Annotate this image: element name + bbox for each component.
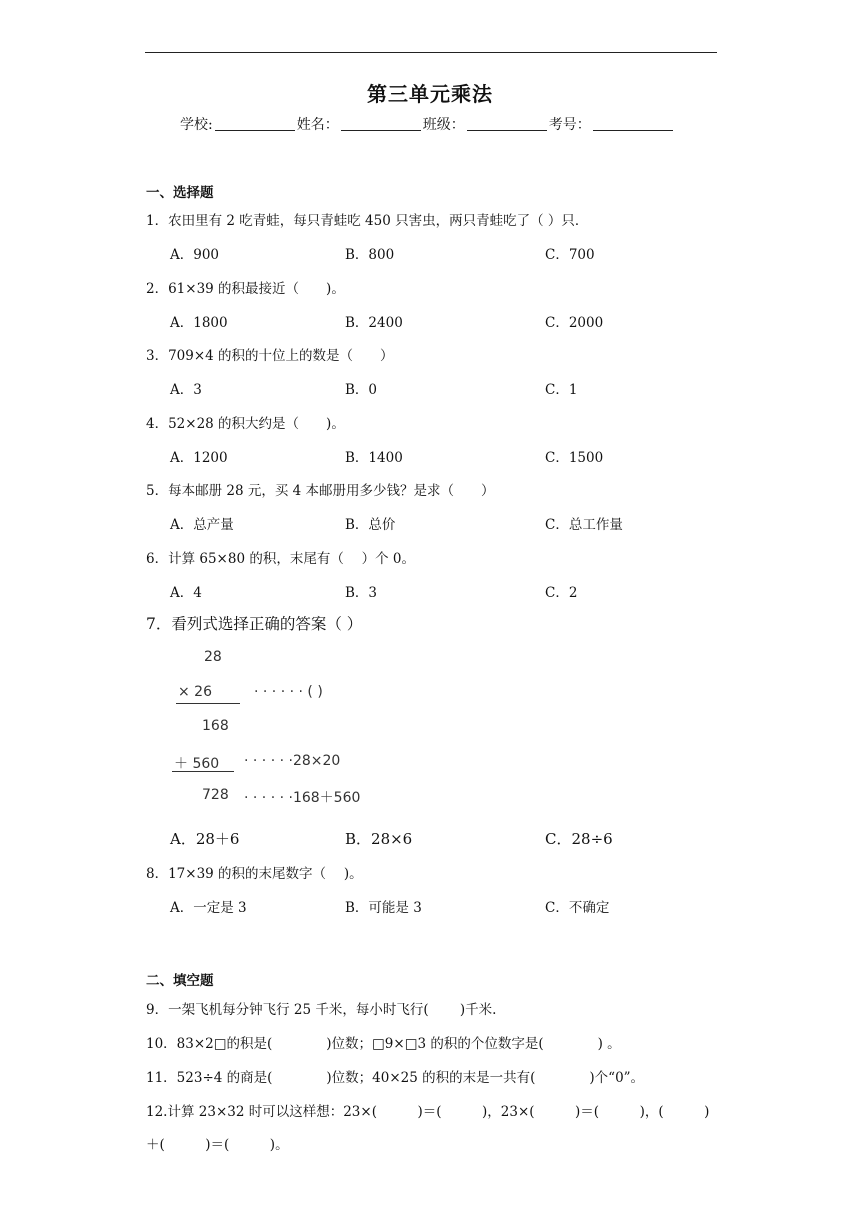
question-11: 11．523÷4 的商是( )位数；40×25 的积的末是一共有( )个“0”。 xyxy=(146,1070,645,1086)
figure-product: 728 xyxy=(202,787,229,803)
option-b[interactable]: B．2400 xyxy=(345,315,403,331)
question-5-options xyxy=(170,513,730,533)
section-title-choice: 一、选择题 xyxy=(146,185,214,201)
option-a[interactable]: A．一定是 3 xyxy=(170,900,247,916)
option-a[interactable]: A．28＋6 xyxy=(170,830,240,848)
option-c[interactable]: C．1500 xyxy=(545,450,604,466)
option-a[interactable]: A．1800 xyxy=(170,315,228,331)
question-6-options xyxy=(170,581,730,601)
section-title-fill: 二、填空题 xyxy=(146,973,214,989)
option-a[interactable]: A．900 xyxy=(170,247,220,263)
option-b[interactable]: B．3 xyxy=(345,585,378,601)
option-c[interactable]: C．不确定 xyxy=(545,900,610,916)
question-12-continued: ＋( )＝( )。 xyxy=(146,1137,289,1153)
figure-multiplier: × 26 xyxy=(178,684,212,700)
multiplication-figure xyxy=(172,645,432,813)
figure-partial-1: 168 xyxy=(202,718,229,734)
question-2: 2．61×39 的积最接近（ )。 xyxy=(146,281,345,297)
class-label: 班级： xyxy=(422,117,465,133)
option-c[interactable]: C．700 xyxy=(545,247,595,263)
school-blank[interactable] xyxy=(215,116,295,131)
question-1-options xyxy=(170,243,730,263)
option-c[interactable]: C．2 xyxy=(545,585,578,601)
question-4-options xyxy=(170,446,730,466)
question-8-options xyxy=(170,896,730,916)
school-label: 学校: xyxy=(180,117,213,133)
question-3: 3．709×4 的积的十位上的数是（ ） xyxy=(146,348,394,364)
figure-underline-1 xyxy=(176,703,240,704)
name-blank[interactable] xyxy=(341,116,421,131)
question-2-options xyxy=(170,311,730,331)
exam-no-blank[interactable] xyxy=(593,116,673,131)
option-b[interactable]: B．可能是 3 xyxy=(345,900,422,916)
student-info-line xyxy=(180,114,675,134)
question-7-options xyxy=(170,828,730,848)
option-c[interactable]: C．28÷6 xyxy=(545,830,613,848)
question-1: 1．农田里有 2 吃青蛙，每只青蛙吃 450 只害虫，两只青蛙吃了（ ）只． xyxy=(146,213,589,229)
question-3-options xyxy=(170,378,730,398)
question-8: 8．17×39 的积的末尾数字（ )。 xyxy=(146,866,363,882)
question-6: 6．计算 65×80 的积，末尾有（ ）个 0。 xyxy=(146,551,416,567)
option-a[interactable]: A．1200 xyxy=(170,450,228,466)
figure-note-3: · · · · · ·168＋560 xyxy=(244,790,361,806)
option-c[interactable]: C．总工作量 xyxy=(545,517,623,533)
option-a[interactable]: A．4 xyxy=(170,585,202,601)
figure-note-1: · · · · · · ( ) xyxy=(254,684,323,700)
option-b[interactable]: B．28×6 xyxy=(345,830,413,848)
option-a[interactable]: A．3 xyxy=(170,382,202,398)
question-9: 9．一架飞机每分钟飞行 25 千米，每小时飞行( )千米. xyxy=(146,1002,497,1018)
top-rule xyxy=(145,52,717,53)
exam-no-label: 考号： xyxy=(548,117,591,133)
option-b[interactable]: B．1400 xyxy=(345,450,403,466)
question-10: 10．83×2□的积是( )位数；□9×□3 的积的个位数字是( ) 。 xyxy=(146,1036,621,1052)
question-7: 7．看列式选择正确的答案（ ） xyxy=(146,615,363,633)
question-12: 12.计算 23×32 时可以这样想：23×( )＝( )，23×( )＝( )，( ) xyxy=(146,1104,710,1120)
option-c[interactable]: C．1 xyxy=(545,382,578,398)
option-a[interactable]: A．总产量 xyxy=(170,517,234,533)
question-5: 5．每本邮册 28 元，买 4 本邮册用多少钱？是求（ ） xyxy=(146,483,495,499)
page-title: 第三单元乘法 xyxy=(367,82,493,106)
option-b[interactable]: B．800 xyxy=(345,247,395,263)
figure-partial-2: ＋ 560 xyxy=(174,756,220,772)
class-blank[interactable] xyxy=(467,116,547,131)
figure-multiplicand: 28 xyxy=(204,649,222,665)
option-b[interactable]: B．总价 xyxy=(345,517,396,533)
option-b[interactable]: B．0 xyxy=(345,382,378,398)
figure-note-2: · · · · · ·28×20 xyxy=(244,753,341,769)
option-c[interactable]: C．2000 xyxy=(545,315,604,331)
name-label: 姓名： xyxy=(296,117,339,133)
question-4: 4．52×28 的积大约是（ )。 xyxy=(146,416,345,432)
figure-underline-2 xyxy=(172,771,234,772)
